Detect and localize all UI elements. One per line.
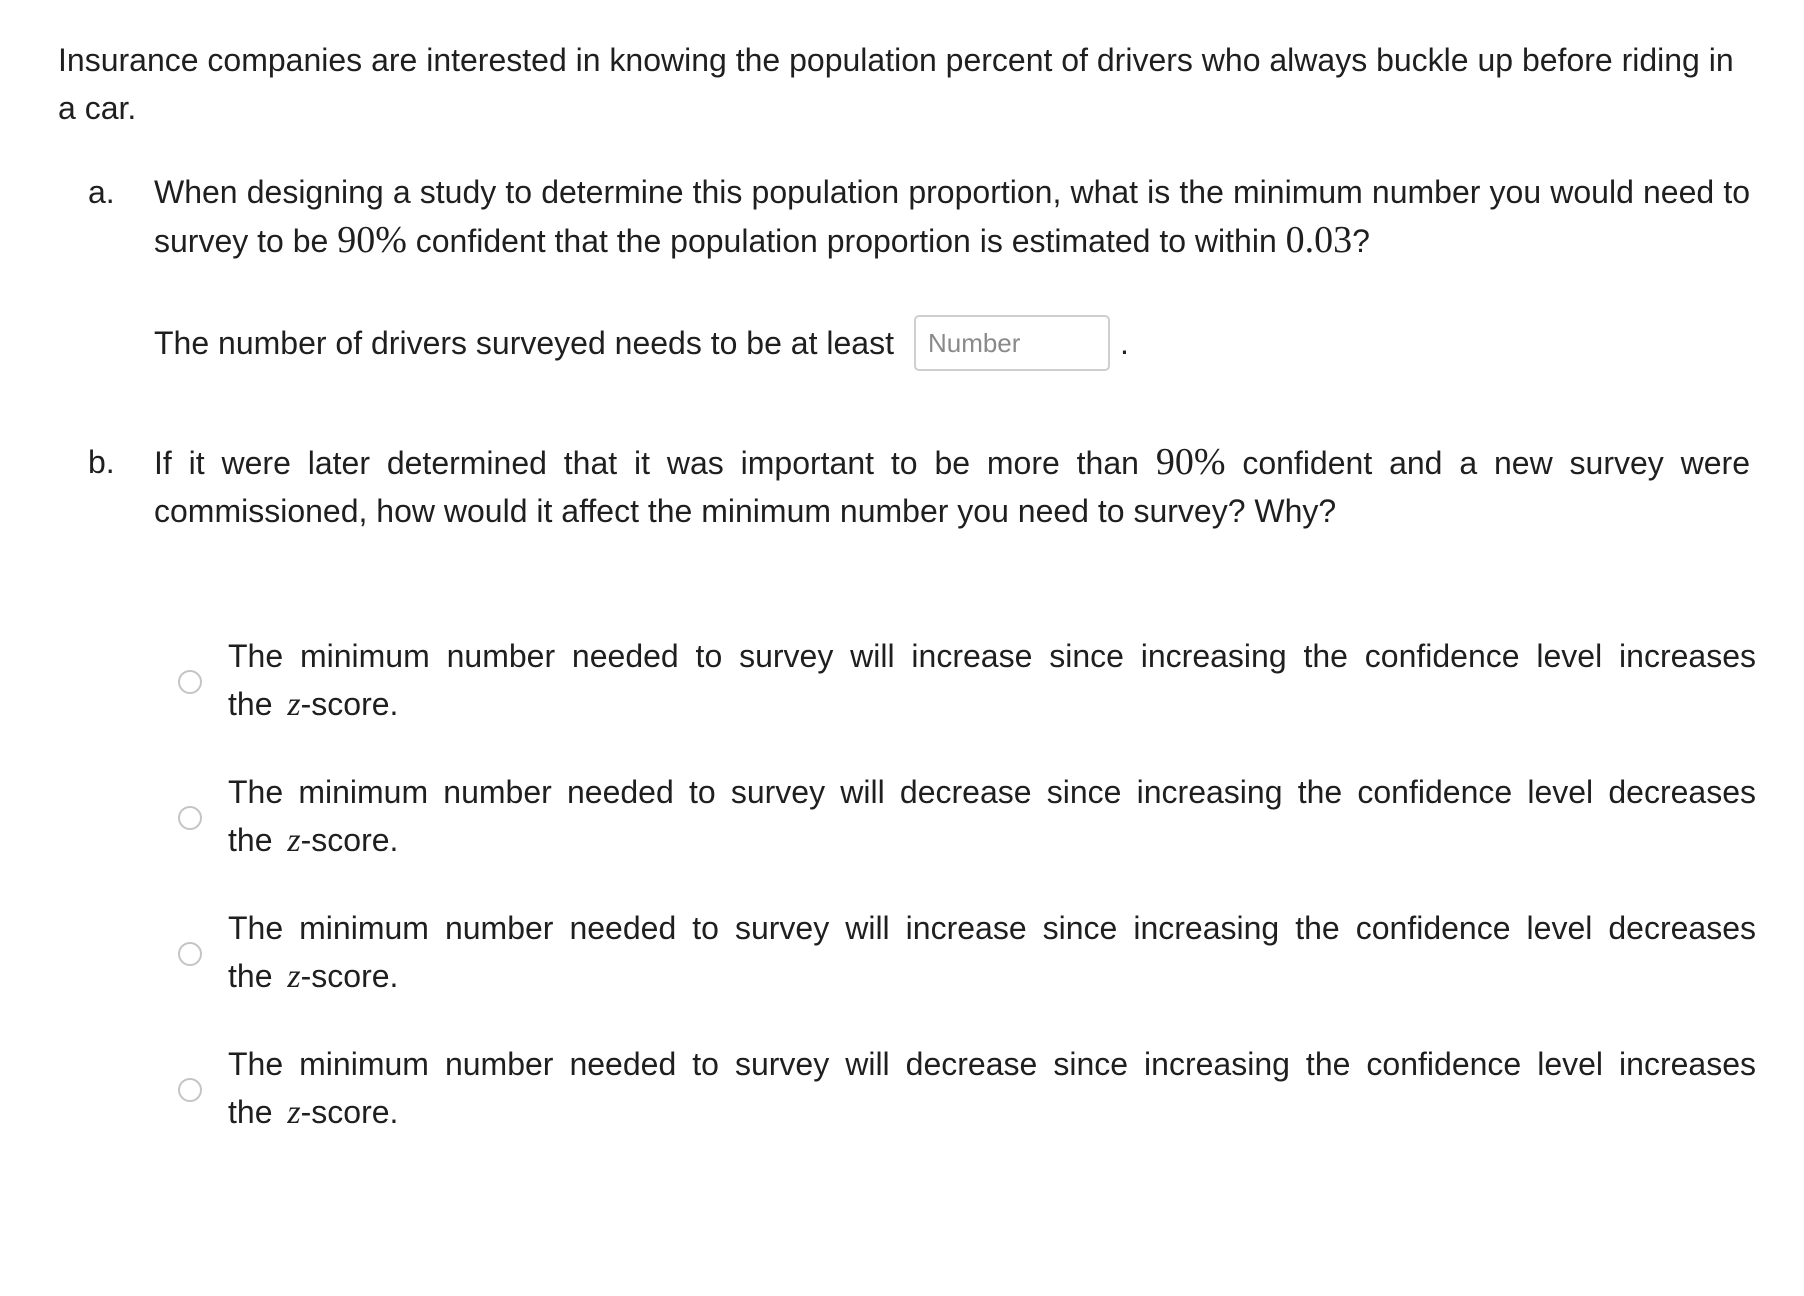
option-2-text-1: The minimum number needed to survey will decrease since increasing the confidence level decreases the xyxy=(228,774,1756,858)
part-a-margin-value: 0.03 xyxy=(1285,219,1353,261)
option-4-z-variable: z xyxy=(287,1094,301,1131)
part-a-answer-line xyxy=(154,314,1129,372)
part-a-text-2: confident that the population proportion is estimated to within xyxy=(406,223,1286,259)
option-2-text-2: -score. xyxy=(300,822,399,858)
option-4-text-2: -score. xyxy=(300,1094,399,1130)
part-a-letter: a. xyxy=(88,174,115,210)
option-1-text-2: -score. xyxy=(300,686,399,722)
option-3-radio[interactable] xyxy=(178,942,202,966)
option-4-label[interactable] xyxy=(228,1040,1756,1137)
option-2[interactable] xyxy=(178,768,1758,868)
option-2-z-variable: z xyxy=(287,822,301,859)
option-3-z-variable: z xyxy=(287,958,301,995)
part-b-text-1: If it were later determined that it was important to be more than xyxy=(154,445,1156,481)
option-3[interactable] xyxy=(178,904,1758,1004)
option-1[interactable] xyxy=(178,632,1758,732)
option-4-radio[interactable] xyxy=(178,1078,202,1102)
option-2-label[interactable] xyxy=(228,768,1756,865)
part-b-text-2: confident and a new survey were commissioned, how would it affect the minimum number you need to survey? Why? xyxy=(154,445,1751,529)
option-1-z-variable: z xyxy=(287,686,301,723)
option-3-text-2: -score. xyxy=(300,958,399,994)
answer-suffix: . xyxy=(1119,324,1129,361)
option-1-label[interactable] xyxy=(228,632,1756,729)
part-a-text-1: When designing a study to determine this population proportion, what is the minimum number you would need to survey to be xyxy=(154,174,1750,259)
option-4-text-1: The minimum number needed to survey will decrease since increasing the confidence level increases the xyxy=(228,1046,1756,1130)
option-1-radio[interactable] xyxy=(178,670,202,694)
option-1-text-1: The minimum number needed to survey will increase since increasing the confidence level increases the xyxy=(228,638,1756,722)
part-b-letter: b. xyxy=(88,444,115,480)
part-b-confidence-value: 90% xyxy=(1155,441,1226,483)
part-a-question xyxy=(154,168,1750,265)
option-3-text-1: The minimum number needed to survey will increase since increasing the confidence level decreases the xyxy=(228,910,1756,994)
part-a-confidence-value: 90% xyxy=(337,219,407,261)
answer-prompt: The number of drivers surveyed needs to be at least xyxy=(154,324,894,361)
option-4[interactable] xyxy=(178,1040,1758,1140)
part-a-text-3: ? xyxy=(1352,223,1370,259)
option-3-label[interactable] xyxy=(228,904,1756,1001)
part-b-question xyxy=(154,438,1750,535)
option-2-radio[interactable] xyxy=(178,806,202,830)
number-input[interactable] xyxy=(914,315,1110,371)
intro-text: Insurance companies are interested in knowing the population percent of drivers who always buckle up before riding in a car. xyxy=(58,42,1734,126)
